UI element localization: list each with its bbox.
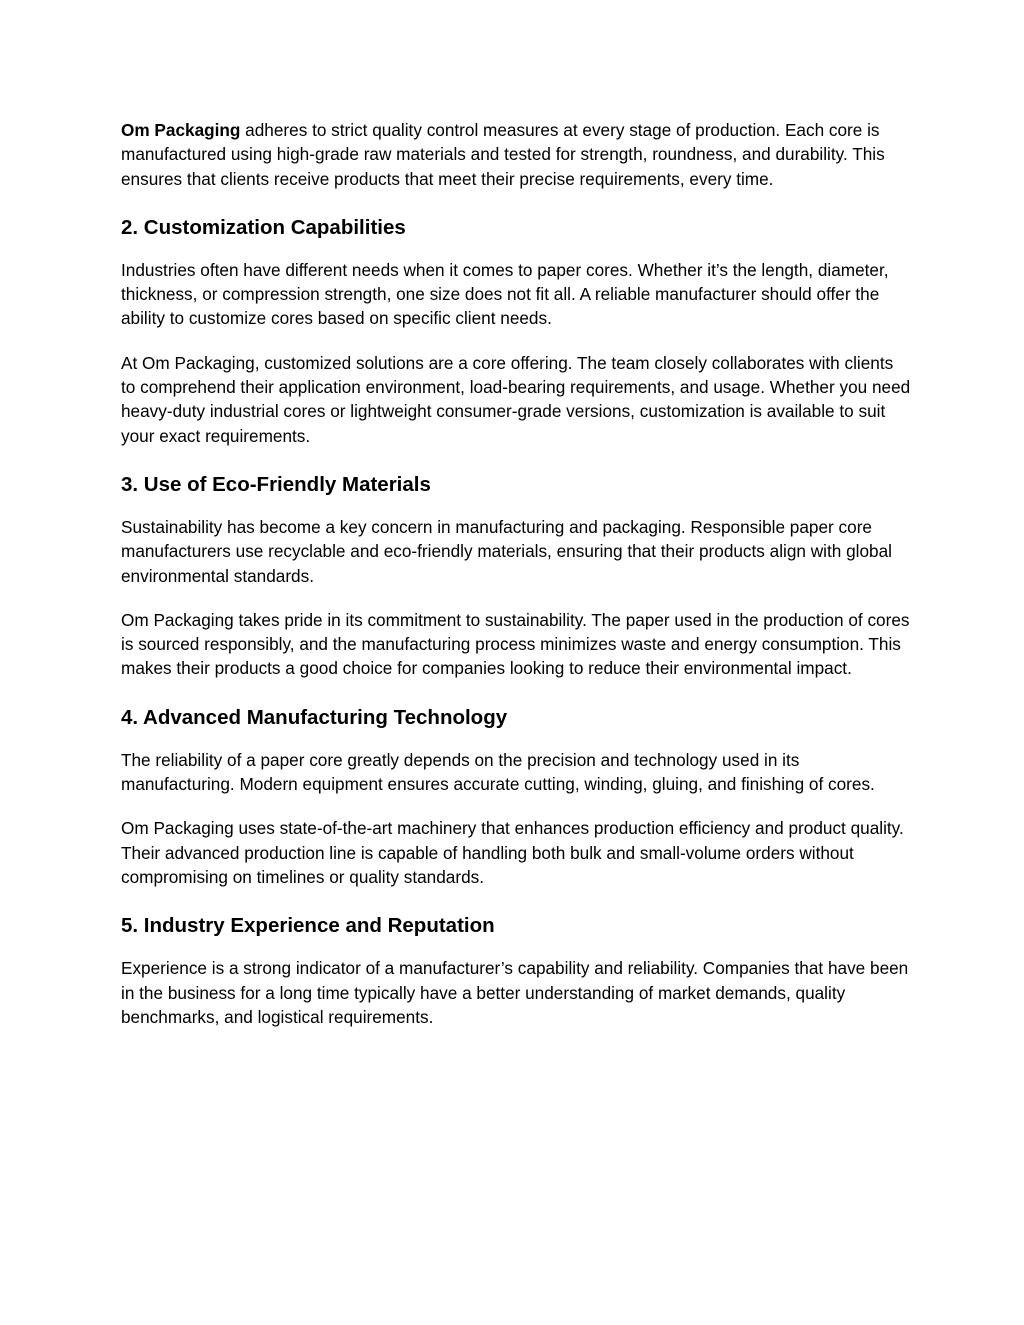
intro-paragraph [121,118,911,191]
section-paragraph: The reliability of a paper core greatly depends on the precision and technology used in its manufacturing. Modern equipment ensures accurate cutting, winding, gluing, and finishing of cores. [121,749,875,795]
section-paragraph: Sustainability has become a key concern in manufacturing and packaging. Responsible paper core manufacturers use recyclable and eco-friendly materials, ensuring that their products align with global environmental standards. [121,516,892,586]
section-paragraph: Industries often have different needs when it comes to paper cores. Whether it’s the length, diameter, thickness, or compression strength, one size does not fit all. A reliable manufacturer should offer the ability to customize cores based on specific client needs. [121,259,889,329]
section-heading-technology: 4. Advanced Manufacturing Technology [121,705,508,729]
section-heading-eco-friendly: 3. Use of Eco-Friendly Materials [121,472,431,496]
section-heading-experience: 5. Industry Experience and Reputation [121,914,495,938]
section-paragraph: Om Packaging uses state-of-the-art machinery that enhances production efficiency and product quality. Their advanced production line is capable of handling both bulk and small-volume orders without compromising on timelines or quality standards. [121,818,904,887]
section-paragraph: At Om Packaging, customized solutions are a core offering. The team closely collaborates with clients to comprehend their application environment, load-bearing requirements, and usage. Whether you need heavy-duty industrial cores or lightweight consumer-grade versions, customization is available to suit your exact requirements. [121,352,911,446]
section-paragraph: Experience is a strong indicator of a manufacturer’s capability and reliability. Companies that have been in the business for a long time typically have a better understanding of market demands, quality benchmarks, and logistical requirements. [121,958,909,1027]
intro-text: adheres to strict quality control measures at every stage of production. Each core is manufactured using high-grade raw materials and tested for strength, roundness, and durability. This ensures that clients receive products that meet their precise requirements, every time. [121,120,885,189]
section-heading-customization: 2. Customization Capabilities [121,215,406,239]
section-paragraph: Om Packaging takes pride in its commitment to sustainability. The paper used in the production of cores is sourced responsibly, and the manufacturing process minimizes waste and energy consumption. This makes their products a good choice for companies looking to reduce their environmental impact. [121,609,910,679]
intro-brand: Om Packaging [121,120,241,140]
document-page [121,118,911,1029]
